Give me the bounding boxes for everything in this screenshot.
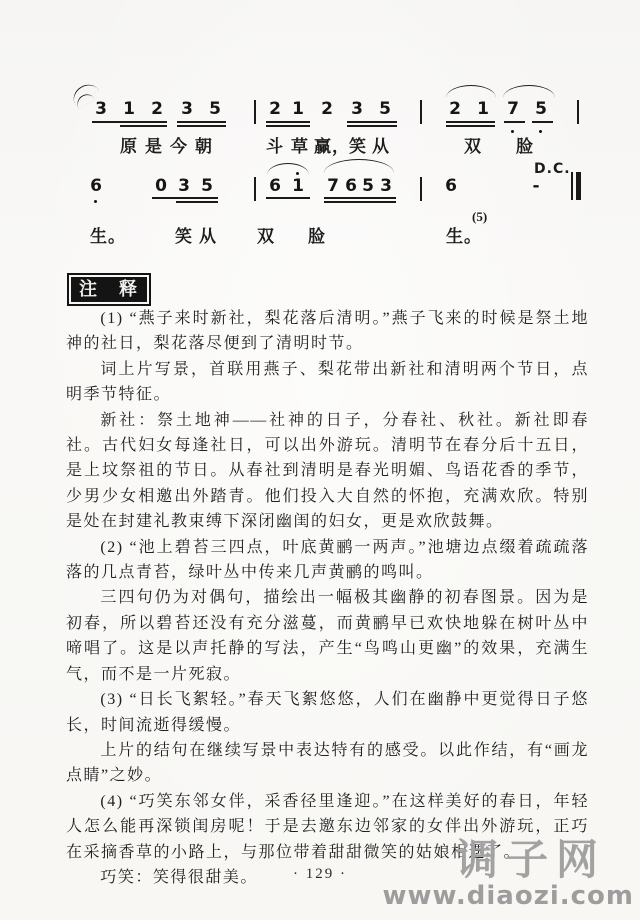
barline [420, 100, 422, 124]
octave-dot-low [511, 130, 514, 133]
note: 5 [535, 99, 547, 119]
note: 3 [178, 176, 190, 196]
note: 3 [351, 99, 363, 119]
note: 2 [151, 99, 163, 119]
octave-dot-low [94, 200, 97, 203]
barline [254, 100, 256, 124]
annotation-paragraph: (4) “巧笑东邻女伴，采香径里逢迎。”在这样美好的春日，年轻人怎么能再深锁闺房呢！于是去邀东边邻家的女伴出外游玩，正巧在采摘香草的小路上，与那位带着甜甜微笑的姑娘相遇了。 [66, 792, 589, 861]
final-barline-thick [576, 172, 581, 200]
note: 1 [123, 99, 135, 119]
lyric-syllable: 脸 [516, 137, 534, 156]
note: 2 [321, 99, 333, 119]
annotation-paragraph: 三四句仍为对偶句，描绘出一幅极其幽静的初春图景。因为是初春，所以碧苔还没有充分滋蔓，而黄鹂早已欢快地躲在树叶丛中啼唱了。这是以声托静的写法，产生“鸟鸣山更幽”的效果，充满生气，而不是一片死寂。 [66, 589, 589, 683]
note: 7 [507, 99, 519, 119]
annotation-paragraph: (3) “日长飞絮轻。”春天飞絮悠悠，人们在幽静中更觉得日子悠长，时间流逝得缓慢。 [66, 691, 589, 734]
note: 0 [155, 176, 167, 196]
lyric-syllable: 从 [199, 227, 217, 246]
note: 5 [201, 176, 213, 196]
beam-line [347, 125, 397, 127]
slur [503, 85, 555, 98]
barline [577, 100, 579, 124]
beam-line [446, 121, 495, 123]
beam-line [504, 121, 525, 123]
lyric-syllable: 生。 [446, 227, 482, 246]
watermark-site-name: 调子网 [455, 835, 606, 884]
footnote-ref: (5) [472, 209, 488, 224]
lyric-syllable: 双 [464, 137, 482, 156]
lyric-syllable: 草 [291, 137, 309, 156]
beam-line [347, 121, 397, 123]
note: 3 [380, 176, 392, 196]
slur [446, 85, 496, 98]
beam-line [120, 125, 167, 127]
final-barline-thin [571, 172, 573, 200]
note: 6 [90, 176, 102, 196]
beam-line [446, 125, 495, 127]
barline [254, 177, 256, 201]
annotation-paragraph: 上片的结句在继续写景中表达特有的感受。以此作结，有“画龙点睛”之妙。 [66, 741, 589, 785]
annotation-paragraph: 词上片写景，首联用燕子、梨花带出新社和清明两个节日，点明季节特征。 [66, 360, 589, 404]
beam-line [324, 201, 396, 203]
lyric-syllable: 生。 [90, 227, 126, 246]
note: 6 [445, 176, 457, 196]
beam-line [266, 125, 310, 127]
note: 1 [477, 99, 489, 119]
beam-line [266, 121, 310, 123]
octave-dot-low [539, 130, 542, 133]
watermark-site-url: www.diaozi.com [382, 881, 634, 911]
annotation-paragraph: 新社：祭土地神——社神的日子，分春社、秋社。新社即春社。古代妇女每逢社日，可以出外游玩。清明节在春分后十五日，是上坟祭祖的节日。从春社到清明是春光明媚、鸟语花香的季节，少男少女相邀出外踏青。他们投入大自然的怀抱，充满欢欣。特别是处在封建礼教束缚下深闭幽闺的妇女，更是欢欣鼓舞。 [66, 411, 589, 531]
beam-line [266, 197, 310, 199]
lyric-syllable: 双 [257, 227, 275, 246]
lyric-syllable: 笑 [175, 227, 193, 246]
beam-line [177, 125, 226, 127]
beam-line [92, 121, 167, 123]
note: 6 [345, 176, 357, 196]
lyric-syllable: 是 [145, 137, 163, 156]
annotation-paragraph: (1) “燕子来时新社，梨花落后清明。”燕子飞来的时候是祭土地神的社日，梨花落尽便到了清明时节。 [66, 310, 589, 353]
lyric-syllable: 赢， [314, 137, 350, 156]
note: 3 [95, 99, 107, 119]
note: 7 [327, 176, 339, 196]
note: 1 [292, 99, 304, 119]
beam-line [177, 121, 226, 123]
slur [324, 159, 394, 173]
lyric-syllable: 今 [170, 137, 188, 156]
note: 1 [292, 176, 304, 196]
slur [267, 163, 309, 175]
annotation-header-badge [67, 273, 151, 306]
note-dash: - [532, 176, 540, 196]
lyric-syllable: 从 [372, 137, 390, 156]
beam-line [324, 197, 396, 199]
lyric-syllable: 脸 [308, 227, 326, 246]
note: 5 [209, 99, 221, 119]
barline [420, 177, 422, 201]
note: 3 [181, 99, 193, 119]
note: 5 [379, 99, 391, 119]
annotation-paragraph: 巧笑：笑得很甜美。 [100, 868, 258, 886]
jianpu-score [0, 0, 640, 260]
note: 2 [269, 99, 281, 119]
beam-line [532, 121, 553, 123]
note: 2 [449, 99, 461, 119]
beam-line [176, 201, 218, 203]
note: 5 [362, 176, 374, 196]
note: 6 [269, 176, 281, 196]
lyric-syllable: 原 [120, 137, 138, 156]
lyric-syllable: 笑 [349, 137, 367, 156]
lyric-syllable: 朝 [195, 137, 213, 156]
page-number: · 129 · [293, 866, 347, 882]
dc-al-capo-mark: D.C. [534, 161, 571, 177]
beam-line [152, 197, 218, 199]
lyric-syllable: 斗 [266, 137, 284, 156]
annotation-paragraph: (2) “池上碧苔三四点，叶底黄鹂一两声。”池塘边点缀着疏疏落落的几点青苔，绿叶丛中传来几声黄鹂的鸣叫。 [66, 538, 589, 582]
annotation-body [66, 306, 589, 890]
annotation-header-label: 注 释 [71, 277, 147, 302]
octave-dot-high [296, 172, 299, 175]
